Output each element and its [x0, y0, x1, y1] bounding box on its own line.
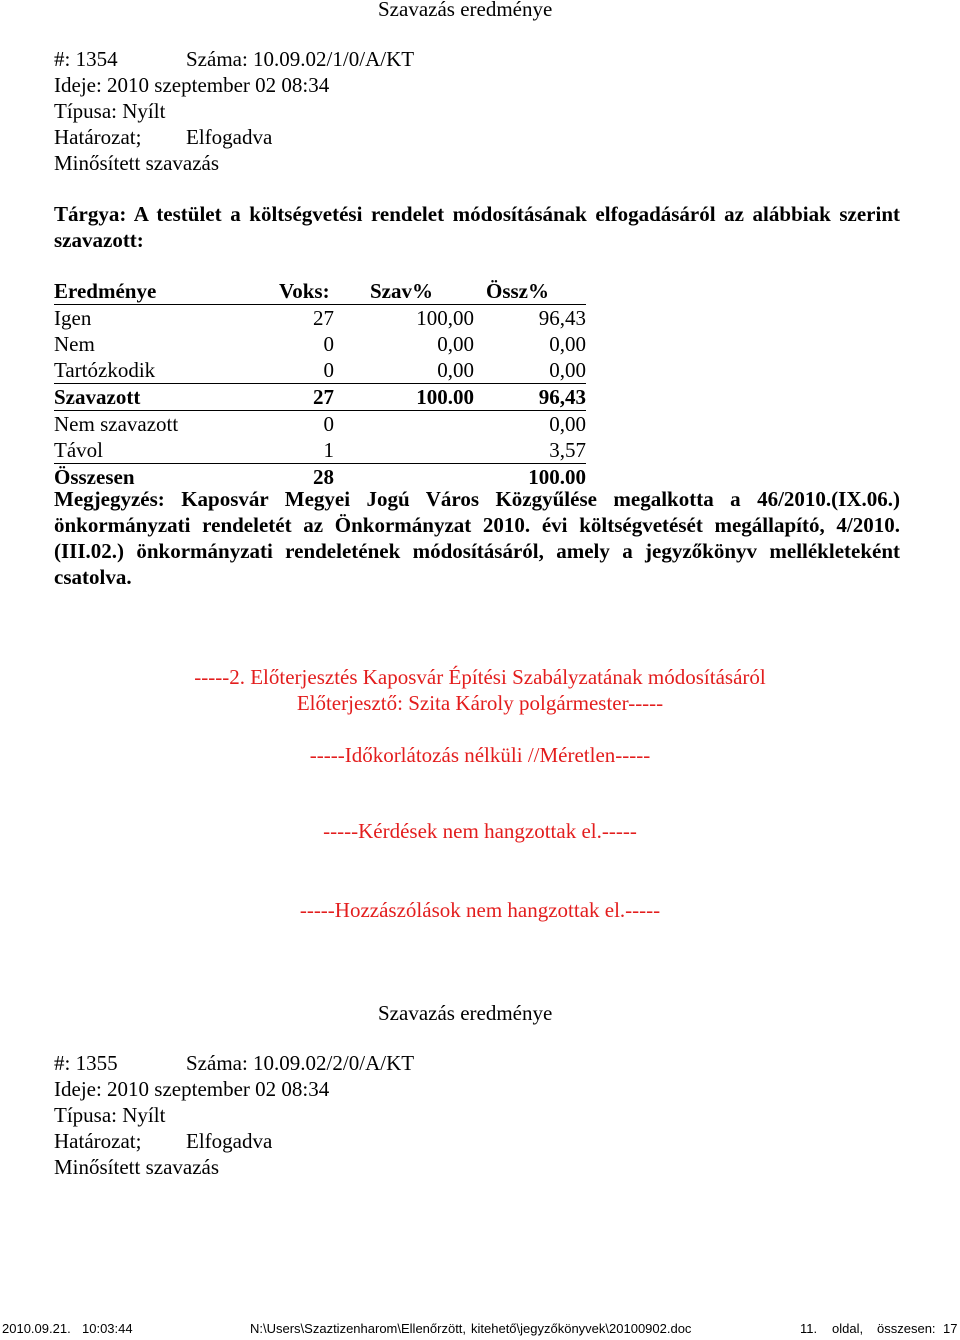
footer-time: 10:03:44 — [82, 1321, 133, 1336]
vote-szama: Száma: 10.09.02/1/0/A/KT — [186, 47, 415, 71]
row-szav — [334, 437, 474, 464]
hatarozat-label: Határozat; — [54, 125, 142, 149]
row-ossz: 96,43 — [474, 384, 586, 411]
table-row — [54, 331, 586, 357]
agenda-questions: -----Kérdések nem hangzottak el.----- — [323, 819, 637, 843]
header-voks: Voks: — [279, 278, 334, 305]
row-ossz: 96,43 — [538, 306, 586, 330]
agenda-comments: -----Hozzászólások nem hangzottak el.----- — [299, 898, 661, 922]
row-label: Összesen — [54, 465, 135, 489]
vote-result-table — [54, 278, 586, 490]
header-eredmenye: Eredménye — [54, 278, 279, 305]
row-voks: 1 — [279, 437, 334, 464]
row-voks: 28 — [313, 465, 334, 489]
row-voks: 27 — [313, 306, 334, 330]
footer-total-pages: 17 — [943, 1321, 958, 1336]
row-ossz: 0,00 — [474, 357, 586, 384]
row-szav: 100.00 — [334, 384, 474, 411]
footer-date: 2010.09.21. — [2, 1321, 71, 1336]
agenda-title-line: -----2. Előterjesztés Kaposvár Építési Szabályzatának módosításáról — [194, 665, 766, 689]
agenda-time-limit: -----Időkorlátozás nélküli //Méretlen----- — [309, 743, 651, 767]
row-szav: 0,00 — [334, 357, 474, 384]
row-label: Nem — [54, 332, 95, 356]
footer-oldal-label: oldal, — [832, 1321, 864, 1336]
footer-path-file: kitehető\jegyzőkönyvek\20100902.doc — [471, 1321, 692, 1336]
vote-tipusa: Típusa: Nyílt — [54, 1103, 166, 1127]
section1-title: Szavazás eredménye — [378, 0, 553, 21]
vote-szama: Száma: 10.09.02/2/0/A/KT — [186, 1051, 415, 1075]
vote-number: #: 1355 — [54, 1051, 118, 1075]
header-szav: Szav% — [334, 278, 474, 305]
row-ossz: 0,00 — [549, 332, 586, 356]
hatarozat-label: Határozat; — [54, 1129, 142, 1153]
footer-page-number: 11. — [800, 1321, 818, 1336]
agenda-presenter-line: Előterjesztő: Szita Károly polgármester----- — [296, 691, 664, 715]
table-row — [54, 437, 586, 464]
row-szav — [334, 411, 474, 438]
targya-paragraph: Tárgya: A testület a költségvetési rendelet módosításának elfogadásáról az alábbiak szerint szavazott: — [54, 202, 900, 252]
vote-number: #: 1354 — [54, 47, 118, 71]
row-ossz: 3,57 — [474, 437, 586, 464]
minositett-szavazas: Minősített szavazás — [54, 1155, 220, 1179]
row-szav: 0,00 — [437, 332, 474, 356]
vote-tipusa: Típusa: Nyílt — [54, 99, 166, 123]
table-row — [54, 305, 586, 332]
vote-ideje: Ideje: 2010 szeptember 02 08:34 — [54, 73, 330, 97]
header-ossz: Össz% — [474, 278, 586, 305]
megjegyzes-paragraph: Megjegyzés: Kaposvár Megyei Jogú Város Közgyűlése megalkotta a 46/2010.(IX.06.) önkormányzati rendeletét az Önkormányzat 2010. évi költségvetését megállapító, 4/2010.(III.02.) önkormányzati rendeletének módosításáról, amely a jegyzőkönyv mellékleteként csatolva. — [54, 487, 900, 589]
table-row — [54, 384, 586, 411]
row-voks: 0 — [279, 357, 334, 384]
row-ossz: 0,00 — [549, 412, 586, 436]
row-label: Szavazott — [54, 384, 279, 411]
row-label: Igen — [54, 306, 92, 330]
row-label: Tartózkodik — [54, 357, 279, 384]
section2-title: Szavazás eredménye — [378, 1001, 553, 1025]
vote-ideje: Ideje: 2010 szeptember 02 08:34 — [54, 1077, 330, 1101]
minositett-szavazas: Minősített szavazás — [54, 151, 220, 175]
row-voks: 27 — [279, 384, 334, 411]
hatarozat-value: Elfogadva — [186, 125, 273, 149]
footer-osszesen-label: összesen: — [877, 1321, 936, 1336]
footer-path: N:\Users\Szaztizenharom\Ellenőrzött, — [250, 1321, 467, 1336]
row-ossz: 100.00 — [528, 465, 586, 489]
row-szav: 100,00 — [416, 306, 474, 330]
row-label: Nem szavazott — [54, 412, 179, 436]
table-header-row — [54, 278, 586, 305]
table-row — [54, 357, 586, 384]
row-label: Távol — [54, 437, 279, 464]
hatarozat-value: Elfogadva — [186, 1129, 273, 1153]
table-row — [54, 411, 586, 438]
page-footer — [0, 1319, 960, 1339]
row-voks: 0 — [323, 412, 334, 436]
row-voks: 0 — [323, 332, 334, 356]
